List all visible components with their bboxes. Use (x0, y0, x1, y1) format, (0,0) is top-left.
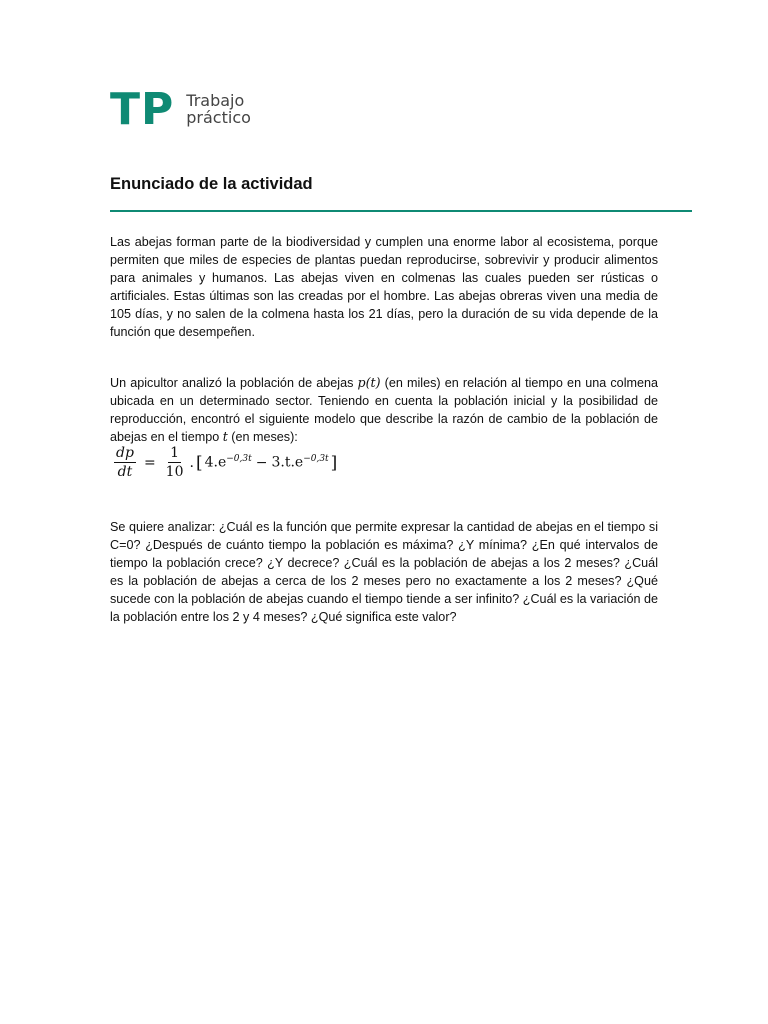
paragraph-model-part3: (en meses): (227, 430, 298, 444)
term2-exponent: −0,3t (303, 454, 329, 465)
logo-text (186, 92, 251, 126)
logo-text-line1: Trabajo (186, 91, 245, 110)
coefficient-fraction (164, 444, 186, 481)
paragraph-model (110, 374, 658, 446)
coefficient-numerator: 1 (170, 445, 180, 461)
variable-t: t (222, 429, 228, 444)
variable-p-of-t: p(t) (357, 375, 381, 390)
differential-equation (110, 444, 339, 481)
paragraph-model-part2: (en miles) en relación al tiempo en una colmena ubicada en un determinado sector. Teniendo en cuenta la población inicial y la posibilidad de reproducción, encontró el siguiente modelo que describe la razón de cambio de la población de abejas en el tiempo (110, 376, 658, 444)
coefficient-denominator: 10 (165, 464, 184, 480)
paragraph-intro: Las abejas forman parte de la biodiversidad y cumplen una enorme labor al ecosistema, porque permiten que miles de especies de plantas puedan reproducirse, sobrevivir y producir alimentos para animales y humanos. Las abejas viven en colmenas las cuales pueden ser rústicas o artificiales. Estas últimas son las creadas por el hombre. Las abejas obreras viven una media de 105 días, y no salen de la colmena hasta los 21 días, pero la duración de su vida depende de la función que desempeñen. (110, 235, 658, 339)
tp-logo (110, 84, 251, 135)
derivative-fraction (114, 444, 136, 481)
heading-divider (110, 210, 692, 212)
open-bracket: [ (195, 452, 203, 473)
term2-base: 3.t.e (271, 454, 304, 471)
derivative-denominator: dt (117, 464, 133, 480)
paragraph-questions: Se quiere analizar: ¿Cuál es la función que permite expresar la cantidad de abejas en el tiempo si C=0? ¿Después de cuánto tiempo la población es máxima? ¿Y mínima? ¿En qué intervalos de tiempo la población crece? ¿Y decrece? ¿Cuál es la población de abejas a los 2 meses? ¿Cuál es la población de abejas a cerca de los 2 meses pero no exactamente a los 2 meses? ¿Qué sucede con la población de abejas cuando el tiempo tiende a ser infinito? ¿Cuál es la variación de la población entre los 2 y 4 meses? ¿Qué significa este valor? (110, 520, 658, 624)
equals-sign: = (143, 454, 156, 471)
exponential-term-1 (205, 454, 252, 471)
minus-sign: − (255, 454, 268, 471)
multiplication-dot: . (189, 454, 194, 471)
derivative-numerator: dp (116, 445, 134, 461)
exponential-term-2 (271, 454, 328, 471)
logo-mark: TP (110, 84, 175, 135)
section-heading: Enunciado de la actividad (110, 175, 313, 193)
logo-text-line2: práctico (186, 108, 251, 127)
term1-exponent: −0,3t (226, 454, 252, 465)
close-bracket: ] (330, 452, 338, 473)
term1-base: 4.e (204, 454, 227, 471)
paragraph-model-part1: Un apicultor analizó la población de abejas (110, 376, 358, 390)
